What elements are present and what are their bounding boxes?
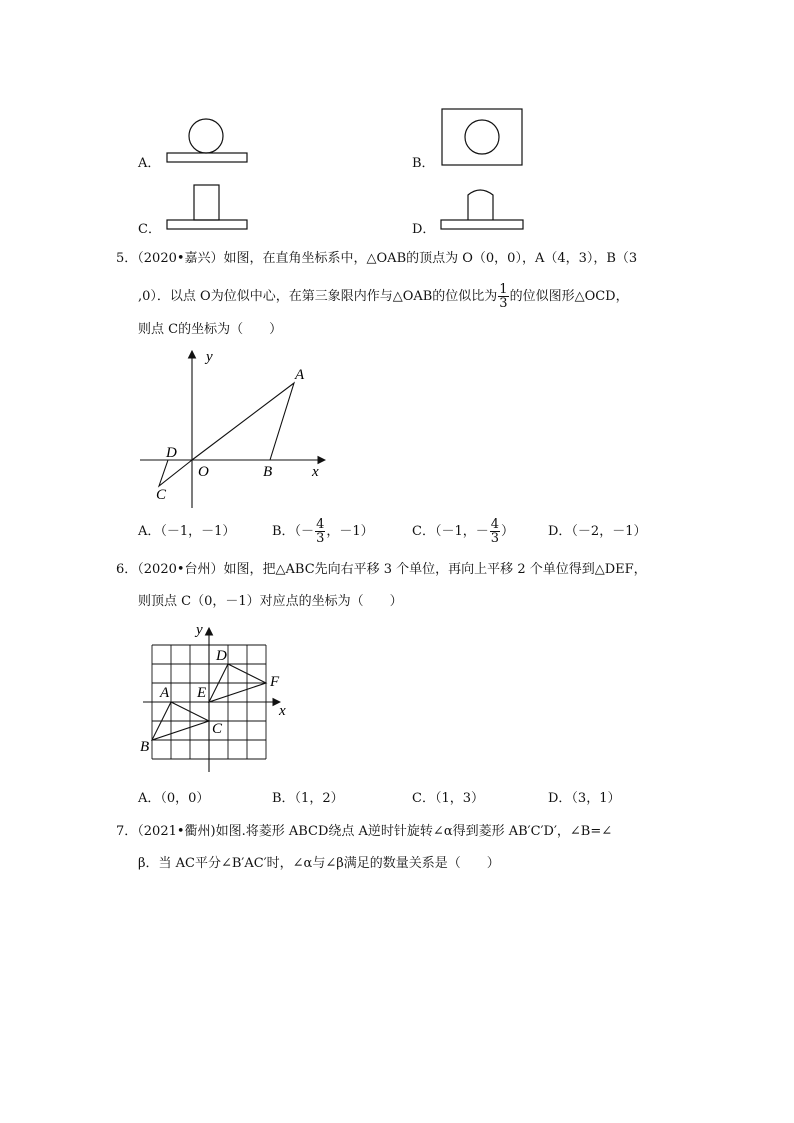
q5-line2	[138, 283, 629, 310]
q6-label-f: F	[270, 674, 280, 690]
q4-option-c-label: C．	[138, 222, 161, 237]
q5-label-b: B	[263, 464, 273, 480]
q6-label-e: E	[197, 685, 207, 701]
q6-option-a: A．（0，0）	[138, 791, 210, 806]
q5-label-y: y	[206, 349, 213, 365]
q6-label-d: D	[216, 648, 227, 664]
q5-label-a: A	[295, 367, 305, 383]
q7-line2: β．当 AC平分∠B′AC′时，∠α与∠β满足的数量关系是（ ）	[138, 856, 500, 871]
q5-figure	[135, 343, 335, 513]
q4-option-c-figure	[164, 182, 250, 234]
q4-option-b-label: B．	[412, 156, 435, 171]
q4-option-d-label: D．	[412, 222, 436, 237]
q5-label-x: x	[312, 464, 319, 480]
q4-option-b-figure	[440, 106, 526, 168]
q6-line1: 6．（2020•台州）如图，把△ABC先向右平移 3 个单位，再向上平移 2 个单位得到△DEF，	[116, 562, 647, 577]
q6-option-c: C．（1，3）	[412, 791, 484, 806]
q5-line2-pre: ,0）．以点 O为位似中心，在第三象限内作与△OAB的位似比为	[138, 289, 498, 304]
q6-line2: 则顶点 C（0，－1）对应点的坐标为（ ）	[138, 594, 403, 609]
q5-option-c: C．（－1，－ $\frac{4}{3}$ ）	[412, 517, 515, 546]
q5-triangle-ocd	[159, 460, 192, 486]
q6-option-d: D．（3，1）	[548, 791, 621, 806]
q4-option-a-label: A．	[138, 156, 161, 171]
q4-option-d-figure	[438, 182, 528, 234]
q5-label-d: D	[166, 445, 177, 461]
q6-label-b: B	[140, 739, 150, 755]
q6-label-c: C	[212, 721, 223, 737]
q6-label-x: x	[279, 703, 286, 719]
q6-figure	[138, 620, 298, 778]
q5-label-c: C	[156, 487, 167, 503]
q5-label-o: O	[198, 464, 209, 480]
q5-line1: 5．（2020•嘉兴）如图，在直角坐标系中，△OAB的顶点为 O（0，0），A（4，3），B（3	[116, 251, 638, 266]
q5-option-d: D．（－2，－1）	[548, 524, 647, 539]
q6-label-a: A	[160, 685, 170, 701]
q6-label-y: y	[196, 622, 203, 638]
q5-line2-post: 的位似图形△OCD，	[509, 289, 629, 304]
q7-line1: 7．（2021•衢州)如图.将菱形 ABCD绕点 A逆时针旋转∠α得到菱形 AB′C′D′，∠B=∠	[116, 824, 613, 839]
q5-option-b: B．（－ $\frac{4}{3}$ ，－1）	[272, 517, 374, 546]
q4-option-a-figure	[164, 114, 250, 166]
q6-option-b: B．（1，2）	[272, 791, 344, 806]
q5-triangle-oab	[192, 383, 294, 460]
q5-ratio-fraction: $\frac{1}{3}$	[499, 282, 508, 311]
q5-option-a: A．（－1，－1）	[138, 524, 236, 539]
q5-line3: 则点 C的坐标为（ ）	[138, 322, 283, 337]
